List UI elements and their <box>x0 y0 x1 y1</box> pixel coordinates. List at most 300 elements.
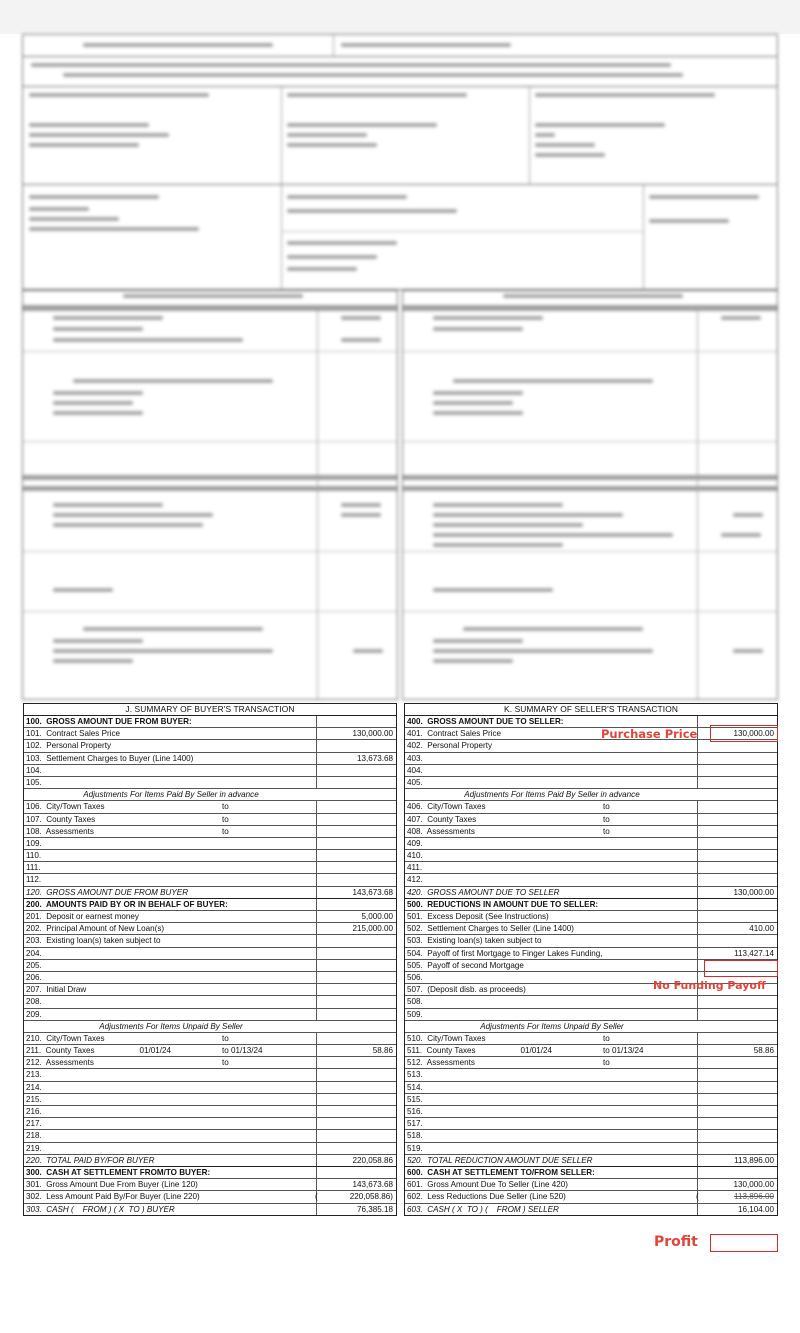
row-label-text: Adjustments For Items Unpaid By Seller <box>480 1021 624 1031</box>
row-label-text: Adjustments For Items Paid By Seller in advance <box>464 790 640 800</box>
table-row <box>24 740 396 752</box>
table-row <box>24 1045 396 1057</box>
row-label-text: 101. Contract Sales Price <box>26 729 121 739</box>
row-paren: ( <box>315 1192 318 1202</box>
row-label-text: 602. Less Reductions Due Seller (Line 520) <box>407 1192 566 1202</box>
row-amount <box>697 1179 777 1190</box>
row-amount <box>697 1082 777 1093</box>
row-amount-value: 130,000.00 <box>352 729 393 739</box>
table-row <box>24 801 396 813</box>
table-row <box>405 862 777 874</box>
row-label <box>24 972 316 983</box>
row-label-text: 503. Existing loan(s) taken subject to <box>407 936 542 946</box>
table-row <box>405 1009 777 1021</box>
table-row <box>405 874 777 886</box>
row-label <box>405 838 697 849</box>
row-label <box>24 996 316 1007</box>
table-row <box>405 1106 777 1118</box>
table-row <box>24 984 396 996</box>
row-label-text: 502. Settlement Charges to Seller (Line 1400) <box>407 924 574 934</box>
row-label <box>24 911 316 922</box>
table-row <box>24 814 396 826</box>
row-amount <box>697 1009 777 1020</box>
profit-highlight <box>710 1234 778 1252</box>
row-label-text: 102. Personal Property <box>26 741 112 751</box>
row-label <box>405 1094 697 1105</box>
row-label <box>24 960 316 971</box>
row-label-text: 400. GROSS AMOUNT DUE TO SELLER: <box>407 717 564 726</box>
row-label <box>24 838 316 849</box>
row-label-text: 505. Payoff of second Mortgage <box>407 960 524 970</box>
row-label <box>24 1167 316 1178</box>
row-amount <box>697 935 777 946</box>
row-amount <box>316 1057 396 1068</box>
table-row <box>405 923 777 935</box>
row-label <box>24 777 316 788</box>
row-date-range: to 01/13/24 <box>222 1046 263 1056</box>
row-label-text: 205. <box>26 960 42 970</box>
table-row <box>405 911 777 923</box>
row-label-text: 218. <box>26 1131 42 1141</box>
row-amount <box>697 765 777 776</box>
row-label <box>405 826 697 837</box>
row-amount <box>697 740 777 751</box>
blurred-seller-table <box>402 290 778 700</box>
table-row <box>24 1094 396 1106</box>
row-label-text: 112. <box>26 875 42 885</box>
row-amount <box>316 826 396 837</box>
row-label <box>405 1057 697 1068</box>
row-label <box>405 899 697 910</box>
table-row <box>24 716 396 728</box>
table-row <box>405 1155 777 1167</box>
row-label <box>405 753 697 764</box>
row-label-text: 408. Assessments <box>407 826 475 836</box>
row-label <box>24 1191 316 1202</box>
row-label <box>405 716 697 727</box>
table-row <box>24 1106 396 1118</box>
row-label <box>405 1143 697 1154</box>
table-row <box>24 948 396 960</box>
row-label <box>405 923 697 934</box>
row-label <box>24 887 316 898</box>
row-label-text: 303. CASH ( FROM ) ( X TO ) BUYER <box>26 1204 175 1214</box>
row-amount <box>697 1069 777 1080</box>
row-amount-value: 130,000.00 <box>733 1180 774 1190</box>
row-label-text: 517. <box>407 1119 423 1129</box>
row-amount-value: 130,000.00 <box>733 729 774 739</box>
row-label-text: 111. <box>26 863 41 873</box>
row-amount <box>697 948 777 959</box>
row-amount-value: 143,673.68 <box>352 1180 393 1190</box>
table-row <box>405 765 777 777</box>
table-row <box>405 1204 777 1215</box>
table-row <box>24 765 396 777</box>
row-label <box>24 1094 316 1105</box>
table-row <box>405 838 777 850</box>
row-amount <box>316 716 396 727</box>
row-amount <box>316 1021 396 1032</box>
row-date-range: to <box>222 814 229 824</box>
table-row <box>24 1130 396 1142</box>
row-label-text: 100. GROSS AMOUNT DUE FROM BUYER: <box>26 717 192 726</box>
row-amount <box>316 874 396 885</box>
table-row <box>24 1118 396 1130</box>
row-label-text: 107. County Taxes <box>26 814 96 824</box>
table-row <box>24 1082 396 1094</box>
row-label-text: 202. Principal Amount of New Loan(s) <box>26 924 165 934</box>
row-label <box>24 814 316 825</box>
row-amount <box>316 1082 396 1093</box>
row-amount <box>316 862 396 873</box>
row-label-text: 212. Assessments <box>26 1058 94 1068</box>
purchase-price-annotation: Purchase Price <box>601 727 698 741</box>
row-label-text: 420. GROSS AMOUNT DUE TO SELLER <box>407 887 560 897</box>
row-label-text: 510. City/Town Taxes <box>407 1033 486 1043</box>
row-amount <box>697 862 777 873</box>
row-amount <box>697 1033 777 1044</box>
row-amount <box>697 789 777 800</box>
table-row <box>24 1155 396 1167</box>
row-label-text: 302. Less Amount Paid By/For Buyer (Line 220) <box>26 1192 200 1202</box>
table-row <box>405 777 777 789</box>
row-amount <box>697 923 777 934</box>
row-amount <box>316 887 396 898</box>
table-row <box>405 935 777 947</box>
table-row <box>405 1021 777 1033</box>
table-row <box>24 1204 396 1215</box>
row-amount <box>697 1155 777 1166</box>
table-row <box>405 789 777 801</box>
row-label-text: 219. <box>26 1143 42 1153</box>
table-row <box>405 1033 777 1045</box>
row-label <box>405 874 697 885</box>
row-amount <box>316 728 396 739</box>
row-label-text: 516. <box>407 1107 423 1116</box>
row-amount <box>316 1094 396 1105</box>
row-date-range: to <box>222 826 229 836</box>
row-amount <box>697 838 777 849</box>
row-label-text: 300. CASH AT SETTLEMENT FROM/TO BUYER: <box>26 1167 211 1177</box>
row-label-text: 403. <box>407 753 423 763</box>
row-amount <box>697 1057 777 1068</box>
row-amount <box>316 984 396 995</box>
table-row <box>24 960 396 972</box>
row-label-text: 301. Gross Amount Due From Buyer (Line 120) <box>26 1180 198 1190</box>
table-row <box>405 948 777 960</box>
row-amount <box>316 777 396 788</box>
table-row <box>405 1118 777 1130</box>
row-label-text: 409. <box>407 838 423 848</box>
row-label-text: 211. County Taxes 01/01/24 <box>26 1046 172 1056</box>
table-row <box>24 838 396 850</box>
row-label-text: 601. Gross Amount Due To Seller (Line 420) <box>407 1180 568 1190</box>
row-label <box>24 923 316 934</box>
table-row <box>24 874 396 886</box>
row-amount <box>316 1143 396 1154</box>
row-label <box>24 1021 316 1032</box>
row-label-text: 407. County Taxes <box>407 814 477 824</box>
table-row <box>24 862 396 874</box>
payoff-highlight <box>704 960 778 977</box>
table-row <box>24 1069 396 1081</box>
row-label-text: 500. REDUCTIONS IN AMOUNT DUE TO SELLER: <box>407 899 599 909</box>
row-amount <box>697 1118 777 1129</box>
row-label <box>405 935 697 946</box>
row-label-text: 120. GROSS AMOUNT DUE FROM BUYER <box>26 887 189 897</box>
row-amount <box>316 1155 396 1166</box>
row-amount <box>697 1094 777 1105</box>
row-amount <box>316 1045 396 1056</box>
row-amount <box>316 838 396 849</box>
row-amount <box>316 850 396 861</box>
row-label <box>405 1082 697 1093</box>
row-label-text: 201. Deposit or earnest money <box>26 912 139 921</box>
table-row <box>24 1033 396 1045</box>
row-label <box>405 1045 697 1056</box>
row-label-text: 507. (Deposit disb. as proceeds) <box>407 985 526 995</box>
row-label <box>24 1069 316 1080</box>
row-label-text: 203. Existing loan(s) taken subject to <box>26 936 161 946</box>
row-label <box>24 753 316 764</box>
row-label-text: 406. City/Town Taxes <box>407 802 486 812</box>
row-label-text: 412. <box>407 875 423 885</box>
row-label <box>24 984 316 995</box>
row-label-text: 214. <box>26 1082 42 1092</box>
blurred-buyer-table <box>22 290 398 700</box>
row-amount <box>697 826 777 837</box>
row-date-range: to <box>222 1033 229 1043</box>
row-amount <box>316 1179 396 1190</box>
table-row <box>24 1057 396 1069</box>
profit-annotation: Profit <box>654 1234 698 1250</box>
row-amount <box>316 911 396 922</box>
row-amount <box>697 1021 777 1032</box>
row-label-text: 513. <box>407 1070 423 1080</box>
row-label-text: 504. Payoff of first Mortgage to Finger Lakes Funding, <box>407 948 603 958</box>
table-row <box>405 1045 777 1057</box>
row-date-range: to <box>603 826 610 836</box>
table-row <box>24 1167 396 1179</box>
row-label <box>405 801 697 812</box>
row-label-text: 501. Excess Deposit (See Instructions) <box>407 912 549 921</box>
blurred-parties-box <box>22 86 778 186</box>
row-amount-value: 13,673.68 <box>356 753 393 763</box>
row-label-text: 108. Assessments <box>26 826 94 836</box>
row-label-text: 105. <box>26 777 42 787</box>
row-amount <box>316 765 396 776</box>
row-amount-value: 143,673.68 <box>352 887 393 897</box>
row-label-text: 405. <box>407 777 423 787</box>
seller-summary-title: K. SUMMARY OF SELLER'S TRANSACTION <box>405 704 777 716</box>
row-amount <box>316 948 396 959</box>
row-label-text: 600. CASH AT SETTLEMENT TO/FROM SELLER: <box>407 1167 595 1177</box>
row-amount <box>697 887 777 898</box>
table-row <box>405 1069 777 1081</box>
row-amount-value: 5,000.00 <box>361 912 393 921</box>
row-label <box>24 1143 316 1154</box>
table-row <box>24 972 396 984</box>
row-label-text: 106. City/Town Taxes <box>26 802 105 812</box>
row-amount <box>697 814 777 825</box>
table-row <box>405 1094 777 1106</box>
row-label-text: 401. Contract Sales Price <box>407 729 502 739</box>
row-label-text: 109. <box>26 838 42 848</box>
row-amount-value: 410.00 <box>749 924 774 934</box>
row-label <box>24 948 316 959</box>
table-row <box>24 753 396 765</box>
row-label <box>24 789 316 800</box>
row-amount-value: 58.86 <box>753 1046 774 1056</box>
table-row <box>24 777 396 789</box>
row-label-text: 204. <box>26 948 42 958</box>
table-row <box>24 923 396 935</box>
table-row <box>24 1191 396 1203</box>
row-label-text: 104. <box>26 765 42 775</box>
row-amount <box>316 923 396 934</box>
row-label-text: 514. <box>407 1082 423 1092</box>
row-label-text: 511. County Taxes 01/01/24 <box>407 1046 553 1056</box>
table-row <box>24 728 396 740</box>
row-label <box>405 1106 697 1117</box>
row-label <box>24 850 316 861</box>
row-label-text: 210. City/Town Taxes <box>26 1033 105 1043</box>
row-label <box>405 1021 697 1032</box>
row-amount <box>316 1130 396 1141</box>
table-row <box>405 740 777 752</box>
row-label <box>24 740 316 751</box>
row-label <box>405 789 697 800</box>
table-row <box>24 826 396 838</box>
table-row <box>24 1179 396 1191</box>
row-amount-value: 58.86 <box>372 1046 393 1056</box>
table-row <box>24 911 396 923</box>
row-amount <box>316 801 396 812</box>
row-label <box>24 1118 316 1129</box>
table-row <box>405 753 777 765</box>
row-label-text: Adjustments For Items Unpaid By Seller <box>99 1021 243 1031</box>
row-label-text: 215. <box>26 1094 42 1104</box>
row-amount <box>316 996 396 1007</box>
row-amount-value: 16,104.00 <box>737 1204 774 1214</box>
row-label <box>24 935 316 946</box>
row-amount-value: 215,000.00 <box>352 924 393 934</box>
row-label <box>24 1179 316 1190</box>
row-amount-value: 130,000.00 <box>733 887 774 897</box>
row-amount <box>316 1033 396 1044</box>
row-label-text: 207. Initial Draw <box>26 985 87 995</box>
row-label <box>24 1106 316 1117</box>
table-row <box>24 1143 396 1155</box>
row-amount <box>316 1204 396 1215</box>
table-row <box>405 814 777 826</box>
row-label-text: 103. Settlement Charges to Buyer (Line 1400) <box>26 753 194 763</box>
row-label-text: 519. <box>407 1143 423 1153</box>
row-amount-value: 220,058.86 <box>352 1155 393 1165</box>
row-label-text: 402. Personal Property <box>407 741 493 751</box>
row-label-text: 512. Assessments <box>407 1058 475 1068</box>
row-label <box>24 874 316 885</box>
row-amount <box>697 874 777 885</box>
row-amount <box>316 753 396 764</box>
table-row <box>405 1167 777 1179</box>
row-date-range: to <box>603 1058 610 1068</box>
row-label <box>24 862 316 873</box>
row-label-text: 213. <box>26 1070 42 1080</box>
row-label <box>24 716 316 727</box>
row-amount <box>697 1167 777 1178</box>
row-label <box>405 1167 697 1178</box>
row-label <box>405 777 697 788</box>
purchase-price-highlight <box>710 725 778 742</box>
table-row <box>405 1082 777 1094</box>
row-label <box>405 887 697 898</box>
row-label <box>24 1033 316 1044</box>
row-amount <box>697 850 777 861</box>
table-row <box>24 935 396 947</box>
row-amount <box>697 753 777 764</box>
table-row <box>405 1191 777 1203</box>
row-amount <box>316 899 396 910</box>
row-date-range: to 01/13/24 <box>603 1046 644 1056</box>
row-label-text: 515. <box>407 1094 423 1104</box>
row-label-text: 208. <box>26 997 42 1007</box>
table-row <box>405 1130 777 1142</box>
row-amount <box>316 1118 396 1129</box>
row-label <box>405 1155 697 1166</box>
row-label-text: 217. <box>26 1119 42 1129</box>
table-row <box>24 850 396 862</box>
row-label <box>405 1009 697 1020</box>
row-label <box>24 1082 316 1093</box>
row-amount-value: 220,058.86) <box>349 1192 393 1202</box>
row-label <box>405 1069 697 1080</box>
row-label <box>405 765 697 776</box>
row-label <box>24 1045 316 1056</box>
row-amount <box>697 911 777 922</box>
row-label-text: 509. <box>407 1009 423 1019</box>
row-amount <box>316 1069 396 1080</box>
row-label-text: 220. TOTAL PAID BY/FOR BUYER <box>26 1155 155 1165</box>
row-date-range: to <box>603 814 610 824</box>
row-label <box>405 1118 697 1129</box>
row-label-text: 506. <box>407 972 423 982</box>
table-row <box>405 899 777 911</box>
blurred-header-box <box>22 34 778 58</box>
row-label <box>405 740 697 751</box>
table-row <box>24 1021 396 1033</box>
row-label <box>24 1204 316 1215</box>
table-row <box>24 789 396 801</box>
table-row <box>24 899 396 911</box>
row-label <box>405 862 697 873</box>
page-top-strip <box>0 0 800 34</box>
row-label-text: 603. CASH ( X TO ) ( FROM ) SELLER <box>407 1204 559 1214</box>
table-row <box>405 1143 777 1155</box>
blurred-location-box <box>22 184 778 290</box>
row-label <box>405 960 697 971</box>
row-label <box>405 1033 697 1044</box>
row-label <box>405 911 697 922</box>
row-amount-value: 76,385.18 <box>356 1204 393 1214</box>
no-funding-payoff-annotation: No Funding Payoff <box>653 979 766 992</box>
row-amount <box>316 1191 396 1202</box>
row-label-text: Adjustments For Items Paid By Seller in advance <box>83 790 259 800</box>
row-paren: ( <box>696 1192 699 1202</box>
row-label-text: 200. AMOUNTS PAID BY OR IN BEHALF OF BUYER: <box>26 899 228 909</box>
row-amount <box>697 777 777 788</box>
table-row <box>405 1179 777 1191</box>
